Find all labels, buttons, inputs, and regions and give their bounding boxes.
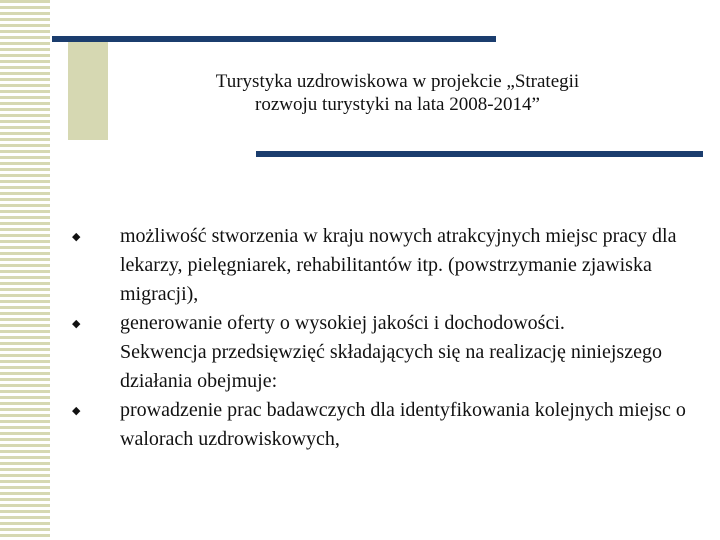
bullet-item-text: generowanie oferty o wysokiej jakości i dochodowości.	[120, 312, 565, 334]
slide-title	[110, 70, 685, 116]
decorative-bottom-bar	[256, 151, 703, 157]
diamond-bullet-icon: ◆	[72, 404, 81, 417]
decorative-stripes	[0, 0, 50, 540]
diamond-bullet-icon: ◆	[72, 317, 81, 330]
bullet-item	[72, 222, 692, 309]
decorative-top-bar	[52, 36, 496, 42]
bullet-item	[72, 309, 692, 338]
slide-content	[72, 222, 692, 454]
slide-title-line-2: rozwoju turystyki na lata 2008-2014”	[255, 94, 540, 115]
diamond-bullet-icon: ◆	[72, 230, 81, 243]
decorative-title-block	[68, 40, 108, 140]
bullet-item-text: prowadzenie prac badawczych dla identyfikowania kolejnych miejsc o walorach uzdrowiskowych,	[120, 399, 686, 450]
slide-title-line-1: Turystyka uzdrowiskowa w projekcie „Strategii	[215, 71, 580, 92]
bullet-item	[72, 396, 692, 454]
bullet-item-text: możliwość stworzenia w kraju nowych atrakcyjnych miejsc pracy dla lekarzy, pielęgniarek, rehabilitantów itp. (powstrzymanie zjawiska migracji),	[120, 225, 677, 305]
paragraph-text: Sekwencja przedsięwzięć składających się na realizację niniejszego działania obejmuje:	[120, 341, 662, 392]
